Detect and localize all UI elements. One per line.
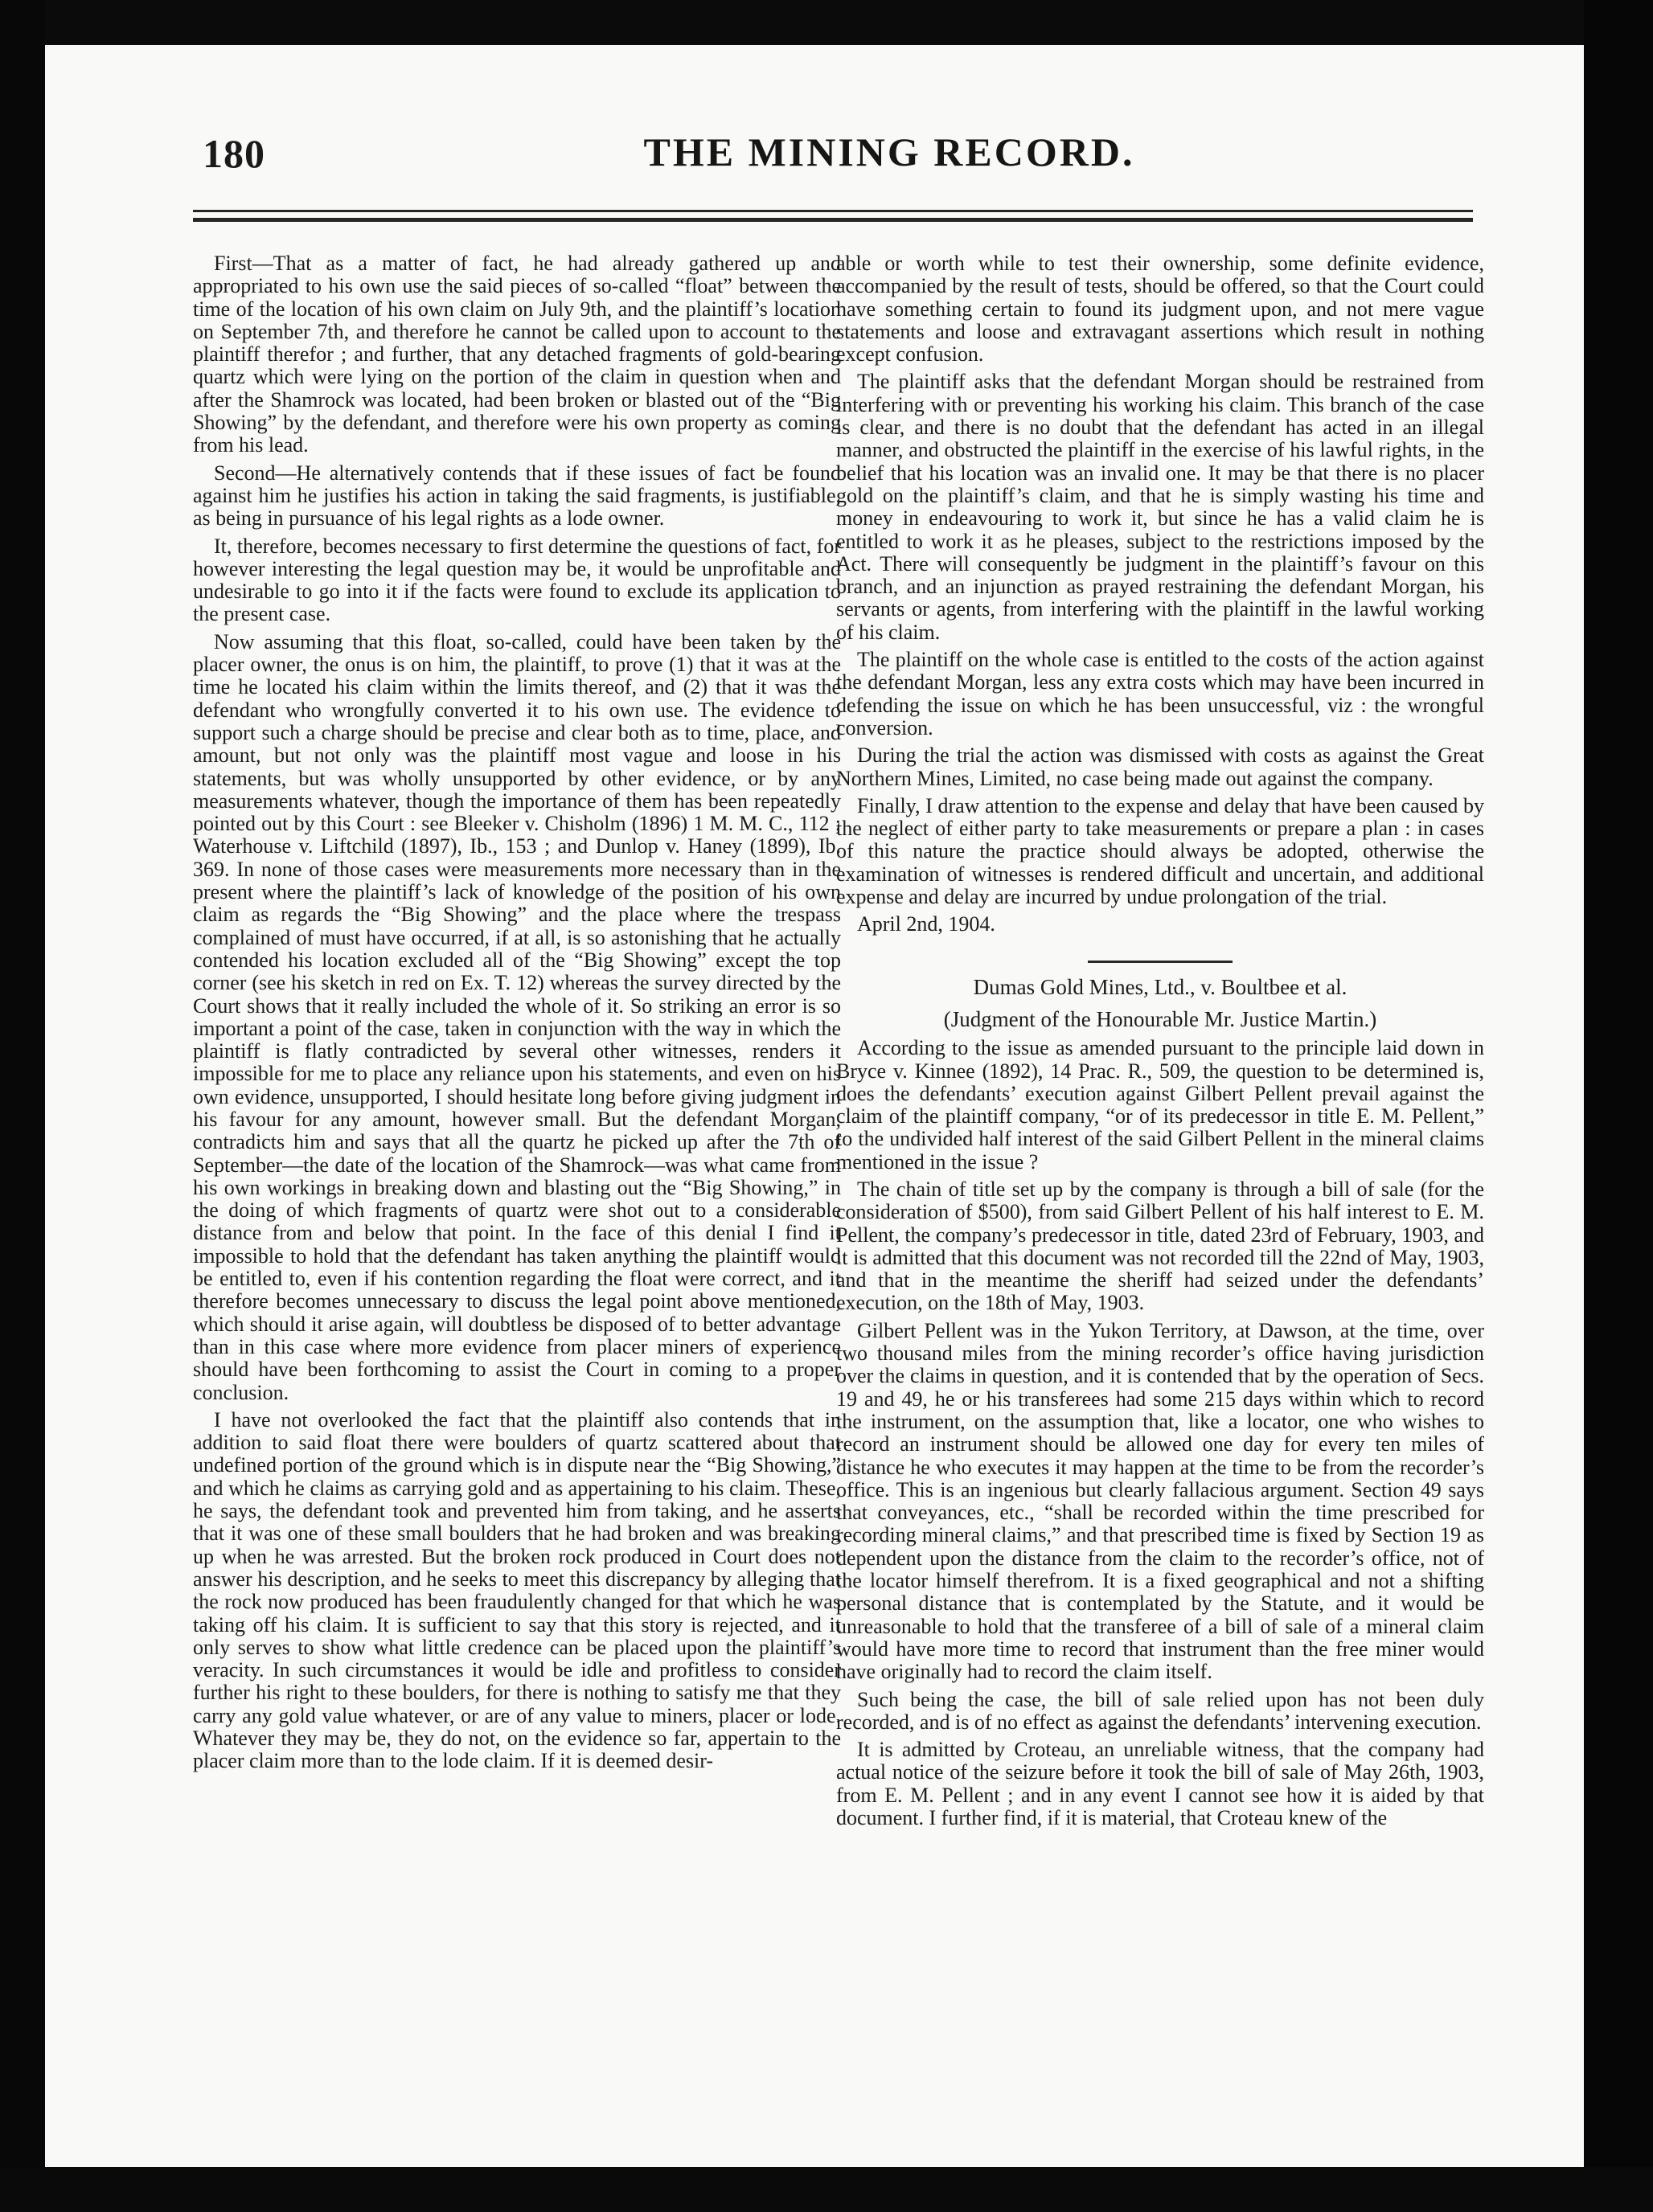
paragraph: Finally, I draw attention to the expense and delay that have been caused by the neglect of either party to take measurements or prepare a plan : in cases of this nature the practice should always be adopted, otherwise the examination of witnesses is rendered difficult and uncertain, and additional expense and delay are incurred by undue prolongation of the trial. [836,793,1484,909]
paragraph: The chain of title set up by the company is through a bill of sale (for the consideration of $500), from said Gilbert Pellent of his half interest to E. M. Pellent, the company’s predecessor in title, dated 23rd of February, 1903, and it is admitted that this document was not recorded till the 22nd of May, 1903, and that in the meantime the sheriff had seized under the defendants’ execution, on the 18th of May, 1903. [836,1177,1484,1315]
right-column [836,252,1484,2133]
case-title: Dumas Gold Mines, Ltd., v. Boultbee et al. [973,974,1347,999]
paragraph: Second—He alternatively contends that if these issues of fact be found against him he justifies his action in taking the said fragments, is justifiable, as being in pursuance of his legal rights as a lode owner. [193,461,841,530]
paragraph: During the trial the action was dismissed with costs as against the Great Northern Mines, Limited, no case being made out against the company. [836,743,1484,790]
scan-right-border [1584,0,1653,2212]
scan-left-border [0,0,45,2212]
header-rule-thick [193,218,1473,222]
paragraph: According to the issue as amended pursuant to the principle laid down in Bryce v. Kinnee (1892), 14 Prac. R., 509, the question to be determined is, does the defendants’ execution against Gilbert Pellent prevail against the claim of the plaintiff company, “or of its predecessor in title E. M. Pellent,” to the undivided half interest of the said Gilbert Pellent in the mineral claims mentioned in the issue ? [836,1036,1484,1174]
paragraph: Gilbert Pellent was in the Yukon Territory, at Dawson, at the time, over two thousand miles from the mining recorder’s office having jurisdiction over the claims in question, and it is contended that by the operation of Secs. 19 and 49, he or his transferees had some 215 days within which to record the instrument, on the assumption that, like a locator, one who wishes to record an instrument should be allowed one day for every ten miles of distance he who executes it may happen at the time to be from the recorder’s office. This is an ingenious but clearly fallacious argument. Section 49 says that conveyances, etc., “shall be recorded within the time prescribed for recording mineral claims,” and that prescribed time is fixed by Section 19 as dependent upon the distance from the claim to the recorder’s office, not of the locator himself therefrom. It is a fixed geographical and not a shifting personal distance that is contemplated by the Statute, and it would be unreasonable to hold that the transferee of a bill of sale of a mineral claim would have more time to record that instrument than the free miner would have originally had to record the claim itself. [836,1318,1484,1684]
left-column [193,252,841,2133]
scan-bottom-border [0,2167,1653,2212]
case-subtitle: (Judgment of the Honourable Mr. Justice Martin.) [943,1006,1377,1031]
paragraph: The plaintiff asks that the defendant Morgan should be restrained from interfering with or preventing his working his claim. This branch of the case is clear, and there is no doubt that the defendant has acted in an illegal manner, and obstructed the plaintiff in the exercise of his lawful rights, in the belief that his location was an invalid one. It may be that there is no placer gold on the plaintiff’s claim, and that he is simply wasting his time and money in endeavouring to work it, but since he has a valid claim he is entitled to work it as he pleases, subject to the restrictions imposed by the Act. There will consequently be judgment in the plaintiff’s favour on this branch, and an injunction as prayed restraining the defendant Morgan, his servants or agents, from interfering with the plaintiff in the lawful working of his claim. [836,370,1484,644]
paragraph: Now assuming that this float, so-called, could have been taken by the placer owner, the onus is on him, the plaintiff, to prove (1) that it was at the time he located his claim within the limits thereof, and (2) that it was the defendant who wrongfully converted it to his own use. The evidence to support such a charge should be precise and clear both as to time, place, and amount, but not only was the plaintiff most vague and loose in his statements, but was wholly unsupported by other evidence, or by any measurements whatever, though the importance of them has been repeatedly pointed out by this Court : see Bleeker v. Chisholm (1896) 1 M. M. C., 112 ; Waterhouse v. Liftchild (1897), Ib., 153 ; and Dunlop v. Haney (1899), Ib. 369. In none of those cases were measurements more necessary than in the present where the plaintiff’s lack of knowledge of the position of his own claim as regards the “Big Showing” and the place where the trespass complained of must have occurred, if at all, is so astonishing that he actually contended his location excluded all of the “Big Showing” except the top corner (see his sketch in red on Ex. T. 12) whereas the survey directed by the Court shows that it really included the whole of it. So striking an error is so important a point of the case, taken in conjunction with the way in which the plaintiff is flatly contradicted by several other witnesses, renders it impossible for me to place any reliance upon his statements, and even on his own evidence, unsupported, I should hesitate long before giving judgment in his favour for any amount, however small. But the defendant Morgan, contradicts him and says that all the quartz he picked up after the 7th of September—the date of the location of the Shamrock—was what came from his own workings in breaking down and blasting out the “Big Showing,” in the doing of which fragments of quartz were shot out to a considerable distance from and below that point. In the face of this denial I find it impossible to hold that the defendant has taken anything the plaintiff would be entitled to, even if his contention regarding the float were correct, and it therefore becomes unnecessary to discuss the legal point above mentioned, which should it arise again, will doubtless be disposed of to better advantage than in this case where more evidence from placer miners of experience should have been forthcoming to assist the Court in coming to a proper conclusion. [193,629,841,1404]
paragraph: First—That as a matter of fact, he had already gathered up and appropriated to his own use the said pieces of so-called “float” between the time of the location of his own claim on July 9th, and the plaintiff’s location on September 7th, and therefore he cannot be called upon to account to the plaintiff therefor ; and further, that any detached fragments of gold-bearing quartz which were lying on the portion of the claim in question when and after the Shamrock was located, had been broken or blasted out of the “Big Showing” by the defendant, and therefore were his own property as coming from his lead. [193,252,841,457]
running-head-title: THE MINING RECORD. [643,129,1135,174]
paragraph-continuation: able or worth while to test their ownership, some definite evidence, accompanied by the result of tests, should be offered, so that the Court could have something certain to found its judgment upon, and not mere vague statements and loose and extravagant assertions which result in nothing except confusion. [836,252,1484,367]
section-separator [1088,961,1233,963]
page-number: 180 [203,131,265,176]
paragraph: Such being the case, the bill of sale relied upon has not been duly recorded, and is of no effect as against the defendants’ intervening execution. [836,1687,1484,1734]
document-page [45,45,1584,2167]
header-rule-thin [193,210,1473,212]
paragraph: The plaintiff on the whole case is entitled to the costs of the action against the defendant Morgan, less any extra costs which may have been incurred in defending the issue on which he has been unsuccessful, viz : the wrongful conversion. [836,648,1484,739]
paragraph: It is admitted by Croteau, an unreliable witness, that the company had actual notice of the seizure before it took the bill of sale of May 26th, 1903, from E. M. Pellent ; and in any event I cannot see how it is aided by that document. I further find, if it is material, that Croteau knew of the [836,1738,1484,1829]
paragraph: I have not overlooked the fact that the plaintiff also contends that in addition to said float there were boulders of quartz scattered about that undefined portion of the ground which is in dispute near the “Big Showing,” and which he claims as carrying gold and as appertaining to his claim. These, he says, the defendant took and prevented him from taking, and he asserts that it was one of these small boulders that he had broken and was breaking up when he was arrested. But the broken rock produced in Court does not answer his description, and he seeks to meet this discrepancy by alleging that the rock now produced has been fraudulently changed for that which he was taking off his claim. It is sufficient to say that this story is rejected, and it only serves to show what little credence can be placed upon the plaintiff’s veracity. In such circumstances it would be idle and profitless to consider further his right to these boulders, for there is nothing to satisfy me that they carry any gold value whatever, or are of any value to miners, placer or lode. Whatever they may be, they do not, on the evidence so far, appertain to the placer claim more than to the lode claim. If it is deemed desir- [193,1407,841,1773]
judgment-date: April 2nd, 1904. [857,912,995,936]
paragraph: It, therefore, becomes necessary to first determine the questions of fact, for however interesting the legal question may be, it would be unprofitable and undesirable to go into it if the facts were found to exclude its application to the present case. [193,534,841,626]
